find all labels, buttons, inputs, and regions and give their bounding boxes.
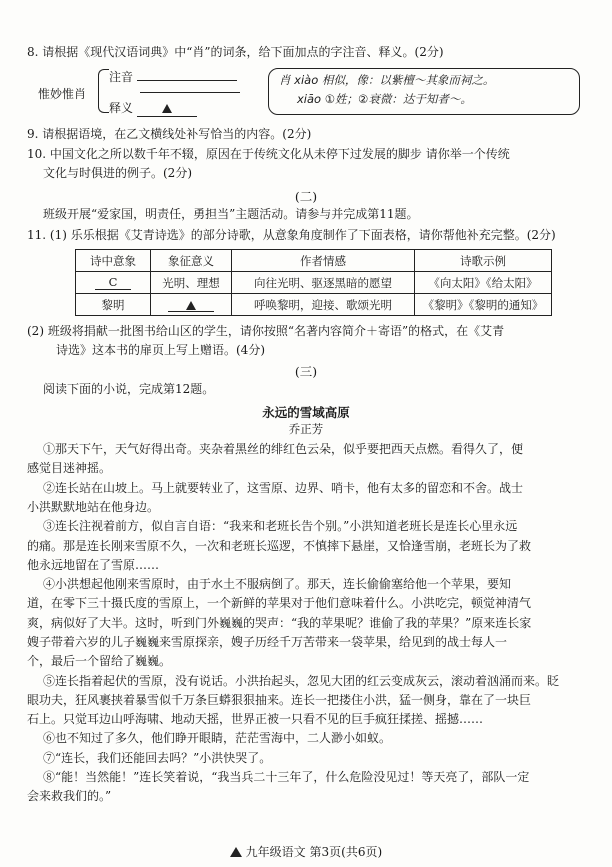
q8-word: 惟妙惟肖 bbox=[38, 87, 87, 101]
brace bbox=[98, 69, 109, 113]
zhuyin-blank-2 bbox=[140, 92, 240, 93]
question-11-part2-line1: (2) 班级将捐献一批图书给山区的学生，请你按照“名著内容简介＋寄语”的格式，在《艾青 bbox=[27, 324, 505, 338]
dictionary-box bbox=[268, 68, 580, 115]
table-header: 诗中意象 bbox=[76, 250, 151, 272]
story-line: 石上。只觉耳边山呼海啸、地动天摇，世界正被一只看不见的巨手疯狂揉搓、摇撼…… bbox=[27, 712, 484, 726]
story-line: ⑧“能！当然能！”连长笑着说，“我当兵二十三年了，什么危险没见过！等天亮了，部队一定 bbox=[43, 770, 530, 784]
section-2-title: (二) bbox=[294, 189, 318, 204]
story-line: 小洪默默地站在他身边。 bbox=[27, 500, 160, 514]
section-3-title: (三) bbox=[294, 364, 318, 379]
story-line: ③连长注视着前方，似自言自语：“我来和老班长告个别。”小洪知道老班长是连长心里永远 bbox=[43, 519, 518, 533]
story-line: ⑤连长指着起伏的雪原，没有说话。小洪抬起头，忽见大团的红云变成灰云，滚动着汹涌而来。眨 bbox=[43, 674, 560, 688]
story-line: 眼功夫，狂风裹挟着暴雪似千万条巨蟒狠狠抽来。连长一把搂住小洪，猛一侧身，靠在了一块巨 bbox=[27, 693, 532, 707]
page-footer bbox=[0, 843, 612, 860]
story-line: 他永远地留在了雪原…… bbox=[27, 558, 160, 572]
story-line: ①那天下午，天气好得出奇。夹杂着黑丝的绯红色云朵，似乎要把西天点燃。看得久了，便 bbox=[43, 442, 524, 456]
triangle-mark bbox=[162, 104, 172, 113]
table-cell: 黎明 bbox=[76, 294, 151, 316]
dict-line-2: xiāo ①姓；②衰微：达于知者～。 bbox=[297, 92, 472, 106]
shiyi-blank[interactable] bbox=[137, 101, 197, 117]
table-cell: 光明、理想 bbox=[151, 272, 232, 294]
question-11-part2-line2: 诗选》这本书的扉页上写上赠语。(4分) bbox=[56, 343, 265, 357]
table-cell[interactable] bbox=[151, 294, 232, 316]
triangle-mark bbox=[186, 301, 196, 310]
table-cell: 呼唤黎明，迎接、歌颂光明 bbox=[232, 294, 415, 316]
table-header: 诗歌示例 bbox=[415, 250, 552, 272]
story-author: 乔正芳 bbox=[288, 422, 324, 436]
story-line: 道，在零下三十摄氏度的雪原上，一个新鲜的苹果对于他们意味着什么。小洪吃完，顿觉神清气 bbox=[27, 596, 532, 610]
story-line: 嫂子带着六岁的儿子巍巍来雪原探亲，嫂子历经千万苦带来一袋苹果，给见到的战士每人一 bbox=[27, 635, 508, 649]
dict-line-1: 肖 xiào 相似，像：以紫檀～其象而祠之。 bbox=[279, 73, 495, 87]
question-10-line2: 文化与时俱进的例子。(2分) bbox=[43, 166, 192, 180]
footer-grade: 九年级语文 bbox=[245, 845, 306, 859]
story-line: 爽，病似好了大半。这时，听到门外巍巍的哭声：“我的苹果呢？谁偷了我的苹果？”原来连长家 bbox=[27, 616, 532, 630]
story-line: 感觉目迷神摇。 bbox=[27, 461, 112, 475]
section-2-intro: 班级开展“爱家国，明责任，勇担当”主题活动。请参与并完成第11题。 bbox=[43, 207, 419, 221]
table-header: 象征意义 bbox=[151, 250, 232, 272]
question-10-line1: 10. 中国文化之所以数千年不辍，原因在于传统文化从未停下过发展的脚步 请你举一个传统 bbox=[27, 147, 510, 161]
section-3-intro: 阅读下面的小说，完成第12题。 bbox=[43, 382, 215, 396]
story-line: ⑥也不知过了多久，他们睁开眼睛，茫茫雪海中，二人渺小如蚁。 bbox=[43, 731, 392, 745]
table-cell[interactable]: C bbox=[76, 272, 151, 294]
zhuyin-row: 注音 bbox=[109, 70, 237, 85]
story-line: ④小洪想起他刚来雪原时，由于水土不服病倒了。那天，连长偷偷塞给他一个苹果，要知 bbox=[43, 577, 512, 591]
story-line: 会来救我们的。” bbox=[27, 789, 112, 803]
story-title: 永远的雪域高原 bbox=[262, 405, 350, 420]
zhuyin-blank[interactable] bbox=[137, 80, 237, 81]
story-line: 的痛。那是连长刚来雪原不久，一次和老班长巡逻，不慎摔下悬崖，又恰逢雪崩，老班长为了救 bbox=[27, 539, 532, 553]
table-row bbox=[76, 294, 552, 316]
question-11-line1: 11. (1) 乐乐根据《艾青诗选》的部分诗歌，从意象角度制作了下面表格，请你帮他补充完整。(2分) bbox=[27, 228, 556, 242]
table-cell: 《黎明》《黎明的通知》 bbox=[415, 294, 552, 316]
table-cell: 向往光明、驱逐黑暗的愿望 bbox=[232, 272, 415, 294]
table-row bbox=[76, 272, 552, 294]
footer-page-number: 第3页(共6页) bbox=[309, 845, 383, 859]
story-line: ⑦“连长，我们还能回去吗？”小洪快哭了。 bbox=[43, 751, 272, 765]
table-header: 作者情感 bbox=[232, 250, 415, 272]
table-header-row bbox=[76, 250, 552, 272]
story-line: ②连长站在山坡上。马上就要转业了，这雪原、边界、哨卡，他有太多的留恋和不舍。战士 bbox=[43, 481, 524, 495]
imagery-table bbox=[75, 249, 552, 316]
shiyi-row: 释义 bbox=[109, 101, 197, 117]
story-line: 个，最后一个留给了巍巍。 bbox=[27, 654, 172, 668]
question-8: 8. 请根据《现代汉语词典》中“肖”的词条，给下面加点的字注音、释义。(2分) bbox=[27, 45, 444, 59]
table-cell: 《向太阳》《给太阳》 bbox=[415, 272, 552, 294]
question-9: 9. 请根据语境，在乙文横线处补写恰当的内容。(2分) bbox=[27, 127, 312, 141]
footer-triangle-icon bbox=[230, 847, 242, 857]
